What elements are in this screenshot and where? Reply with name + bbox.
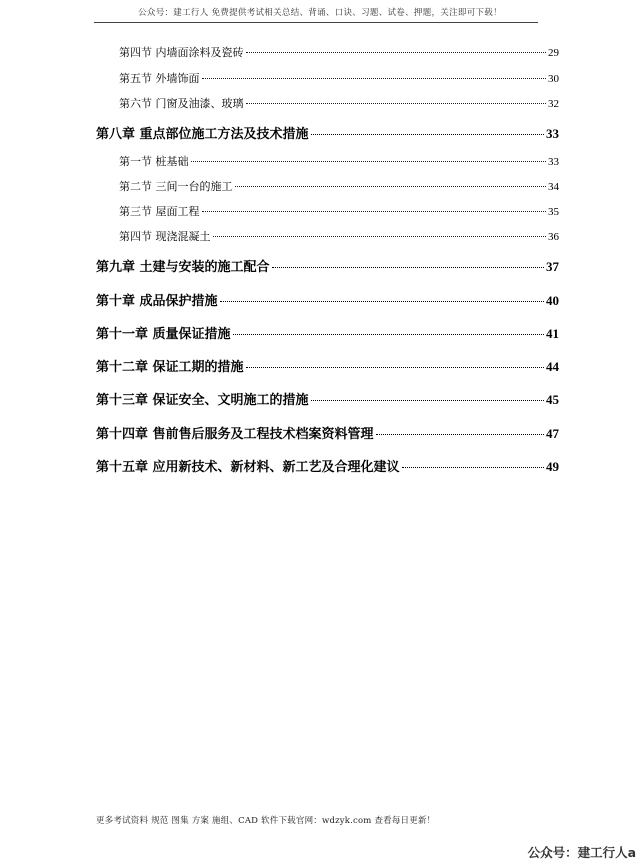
toc-entry-label: 第十二章 保证工期的措施: [96, 360, 244, 375]
toc-page-number: 44: [546, 359, 559, 374]
toc-page-number: 33: [546, 126, 559, 141]
toc-page-number: 36: [548, 231, 559, 243]
toc-page-number: 33: [548, 156, 559, 168]
header-rule: [94, 22, 538, 23]
toc-dot-leader: [376, 434, 544, 435]
toc-dot-leader: [220, 301, 544, 302]
watermark-text: 公众号：建工行人a: [527, 845, 636, 860]
toc-entry-label: 第六节 门窗及油漆、玻璃: [119, 97, 244, 110]
toc-dot-leader: [246, 103, 547, 104]
toc-entry-label: 第四节 现浇混凝土: [119, 230, 211, 243]
toc-entry-label: 第八章 重点部位施工方法及技术措施: [96, 127, 309, 142]
toc-entry[interactable]: [119, 203, 559, 219]
toc-dot-leader: [191, 161, 547, 162]
toc-entry-label: 第十四章 售前售后服务及工程技术档案资料管理: [96, 427, 374, 442]
toc-entry[interactable]: [96, 456, 559, 475]
toc-page-number: 37: [546, 259, 559, 274]
toc-entry[interactable]: [119, 178, 559, 194]
header-note: 公众号：建工行人 免费提供考试相关总结、背诵、口诀、习题、试卷、押题，关注即可下载！: [138, 8, 502, 18]
toc-page-number: 49: [546, 459, 559, 474]
toc-entry[interactable]: [119, 95, 559, 111]
toc-page-number: 34: [548, 181, 559, 193]
toc-entry-label: 第四节 内墙面涂料及瓷砖: [119, 46, 244, 59]
toc-entry[interactable]: [96, 290, 559, 309]
toc-page-number: 41: [546, 326, 559, 341]
toc-entry-label: 第二节 三间一台的施工: [119, 180, 233, 193]
toc-entry-label: 第十三章 保证安全、文明施工的措施: [96, 393, 309, 408]
toc-dot-leader: [246, 367, 544, 368]
toc-page-number: 45: [546, 392, 559, 407]
toc-entry[interactable]: [96, 256, 559, 275]
toc-dot-leader: [246, 52, 547, 53]
toc-dot-leader: [202, 78, 547, 79]
toc-page-number: 29: [548, 47, 559, 59]
toc-entry-label: 第十章 成品保护措施: [96, 294, 218, 309]
toc-entry-label: 第十五章 应用新技术、新材料、新工艺及合理化建议: [96, 460, 400, 475]
toc-entry[interactable]: [96, 423, 559, 442]
toc-page-number: 47: [546, 426, 559, 441]
toc-entry[interactable]: [96, 356, 559, 375]
toc-entry-label: 第十一章 质量保证措施: [96, 327, 231, 342]
toc-page-number: 32: [548, 98, 559, 110]
toc-entry[interactable]: [96, 123, 559, 142]
toc-page-number: 35: [548, 206, 559, 218]
toc-entry-label: 第一节 桩基础: [119, 155, 189, 168]
toc-dot-leader: [311, 134, 544, 135]
toc-entry-label: 第九章 土建与安装的施工配合: [96, 260, 270, 275]
toc-entry[interactable]: [96, 323, 559, 342]
toc-dot-leader: [311, 400, 544, 401]
toc-dot-leader: [272, 267, 544, 268]
toc-entry-label: 第五节 外墙饰面: [119, 72, 200, 85]
toc-entry-label: 第三节 屋面工程: [119, 205, 200, 218]
toc-dot-leader: [235, 186, 547, 187]
toc-dot-leader: [402, 467, 544, 468]
toc-page-number: 40: [546, 293, 559, 308]
toc-entry[interactable]: [119, 70, 559, 86]
toc-entry[interactable]: [119, 228, 559, 244]
toc-page-number: 30: [548, 73, 559, 85]
toc-entry[interactable]: [96, 389, 559, 408]
toc-dot-leader: [213, 236, 547, 237]
toc-dot-leader: [233, 334, 544, 335]
toc-entry[interactable]: [119, 153, 559, 169]
footer-note: 更多考试资料 规范 图集 方案 施组、CAD 软件下载官网：wdzyk.com 查看每日更新！: [96, 816, 436, 826]
toc-dot-leader: [202, 211, 547, 212]
toc-entry[interactable]: [119, 44, 559, 60]
